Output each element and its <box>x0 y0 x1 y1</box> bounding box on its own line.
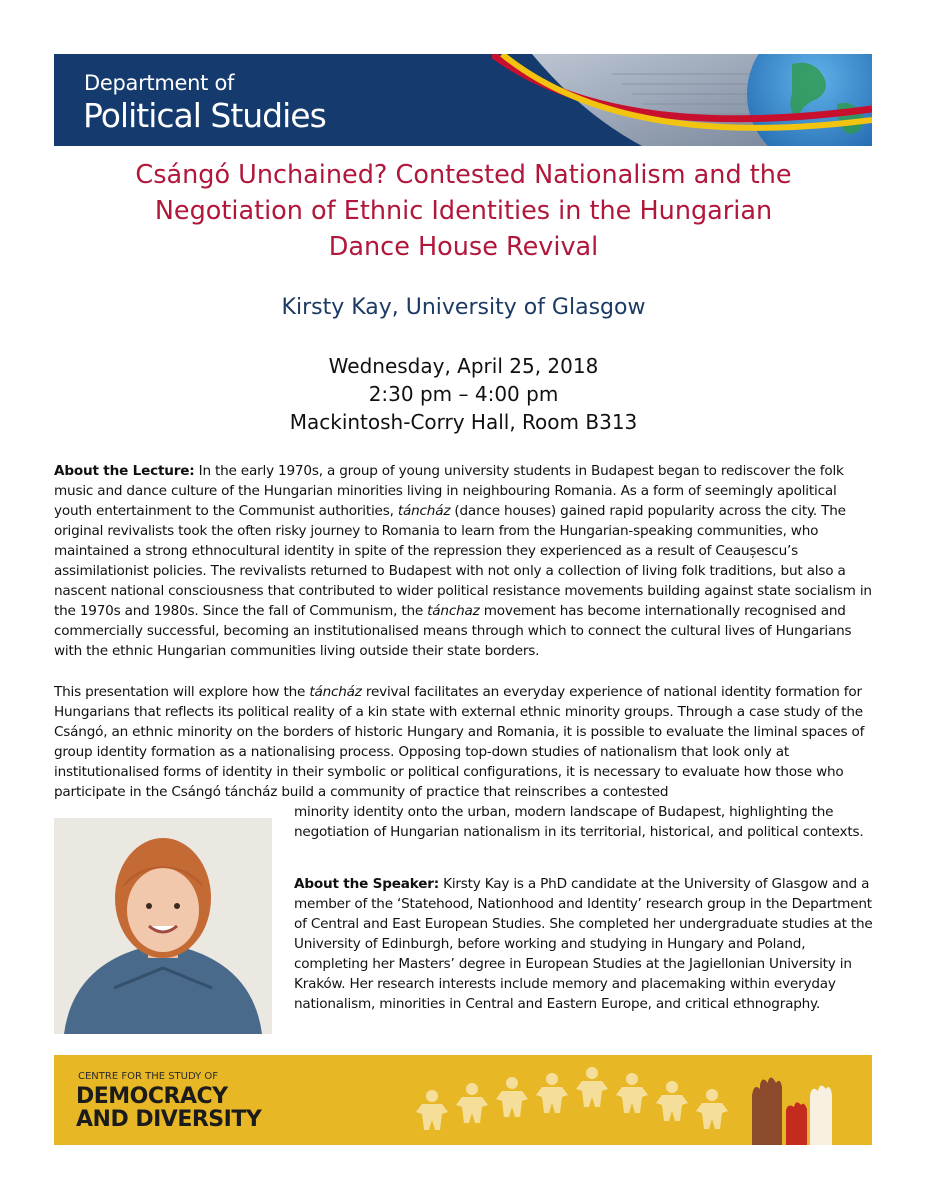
about-speaker-label: About the Speaker: <box>294 876 439 892</box>
department-line-2: Political Studies <box>83 96 326 135</box>
centre-label-democracy: DEMOCRACY <box>76 1084 228 1109</box>
globe-newspaper-graphic <box>492 54 872 146</box>
event-title <box>110 157 817 265</box>
presentation-paragraph-continued: minority identity onto the urban, modern landscape of Budapest, highlighting the negotiation of Hungarian nationalism in its territorial, historical, and political contexts. <box>294 804 864 840</box>
presentation-text: This presentation will explore how the <box>54 684 310 700</box>
title-line: Negotiation of Ethnic Identities in the Hungarian <box>154 196 773 226</box>
lecture-italic-term: tánchaz <box>427 603 480 619</box>
speaker-photo <box>54 818 272 1034</box>
event-time: 2:30 pm – 4:00 pm <box>368 382 559 406</box>
speaker-name: Kirsty Kay, University of Glasgow <box>281 295 646 320</box>
event-details <box>100 352 827 436</box>
presentation-italic-term: táncház <box>309 684 362 700</box>
presentation-paragraph <box>54 682 876 802</box>
about-speaker-paragraph <box>294 874 874 1014</box>
centre-banner <box>54 1055 872 1145</box>
paper-dolls-and-hands-graphic <box>402 1055 872 1145</box>
event-date: Wednesday, April 25, 2018 <box>328 354 599 378</box>
lecture-italic-term: táncház <box>397 503 451 519</box>
event-location: Mackintosh-Corry Hall, Room B313 <box>289 410 638 434</box>
centre-label-diversity: AND DIVERSITY <box>76 1107 262 1132</box>
presentation-text: revival facilitates an everyday experience of national identity formation for Hungarians that reflects its political reality of a kin state with external ethnic minority groups. Through a case study of the Csángó, an ethnic minority on the borders of historic Hungary and Romania, it is possible to evaluate the liminal spaces of group identity formation as a nationalising process. Opposing top-down studies of nationalism that look only at institutionalised forms of identity in their symbolic or political configurations, it is necessary to evaluate how those who participate in the Csángó táncház build a community of practice that reinscribes a contested <box>54 684 865 800</box>
department-line-1: Department of <box>84 71 235 95</box>
lecture-text: (dance houses) gained rapid popularity across the city. The original revivalists took the often risky journey to Romania to learn from the Hungarian-speaking communities, who maintained a strong ethnocultural identity in spite of the repression they experienced as a result of Ceaușescu’s assimilationist policies. The revivalists returned to Budapest with not only a collection of living folk traditions, but also a nascent national consciousness that contributed to wider political resistance movements building against state socialism in the 1970s and 1980s. Since the fall of Communism, the <box>54 503 872 619</box>
lecture-text: movement has become internationally recognised and commercially successful, becoming an institutionalised means through which to connect the cultural lives of Hungarians with the ethnic Hungarian communities living outside their state borders. <box>54 603 852 659</box>
title-line: Dance House Revival <box>328 232 599 262</box>
title-line: Csángó Unchained? Contested Nationalism and the <box>135 160 792 190</box>
about-lecture-paragraph <box>54 461 876 661</box>
about-lecture-label: About the Lecture: <box>54 463 195 479</box>
department-banner <box>54 54 872 146</box>
centre-label-small: CENTRE FOR THE STUDY OF <box>78 1071 219 1082</box>
speaker-bio-text: Kirsty Kay is a PhD candidate at the University of Glasgow and a member of the ‘Statehood, Nationhood and Identity’ research group in the Department of Central and East European Studies. She completed her undergraduate studies at the University of Edinburgh, before working and studying in Hungary and Poland, completing her Masters’ degree in European Studies at the Jagiellonian University in Kraków. Her research interests include memory and placemaking within everyday nationalism, minorities in Central and Eastern Europe, and critical ethnography. <box>294 876 873 1012</box>
lecture-text: In the early 1970s, a group of young university students in Budapest began to rediscover the folk music and dance culture of the Hungarian minorities living in neighbouring Romania. As a form of seemingly apolitical youth entertainment to the Communist authorities, <box>54 463 844 519</box>
